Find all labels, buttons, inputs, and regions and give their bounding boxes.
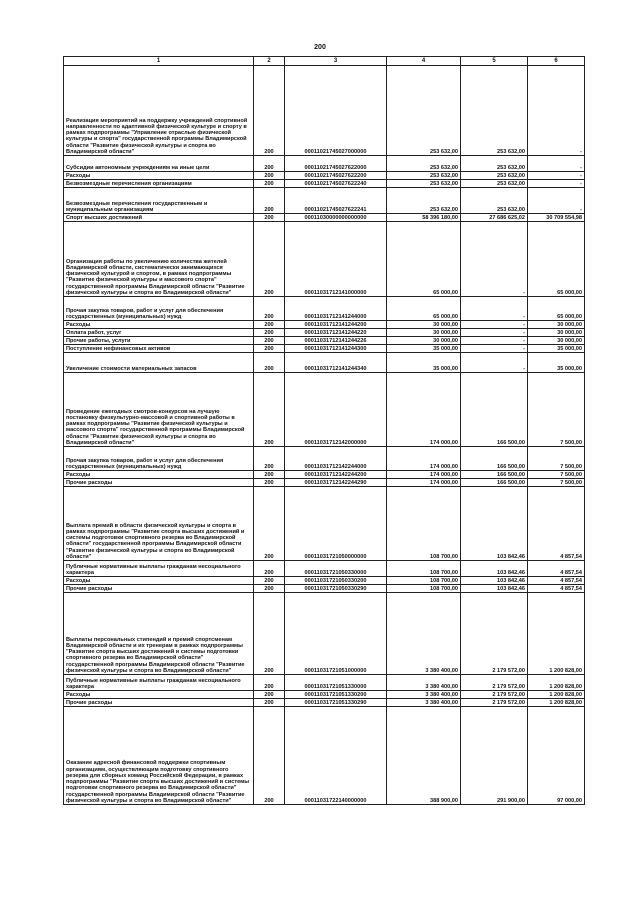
table-row [64,373,585,447]
budget-code-cell: 00011031722140000000 [285,707,387,805]
table-row [64,561,585,577]
row-name-cell: Проведение ежегодных смотров-конкурсов на лучшую постановку физкультурно-массовой и спортивной работы в рамках подпрограммы "Развитие физической культуры и массового спорта" государственной программы Владимирской области "Развитие физической культуры и спорта во Владимирской области" [64,373,254,447]
row-name-cell: Спорт высших достижений [64,214,254,222]
approved-amount-cell: 108 700,00 [387,585,461,593]
table-row [64,691,585,699]
row-name-cell: Выплаты персональных стипендий и премий спортсменам Владимирской области и их тренерам в рамках подпрограммы "Развитие спорта высших достижений и системы подготовки спортивного резерва во Владимирской области" государственной программы Владимирской области "Развитие физической культуры и спорта во Владимирской области" [64,593,254,675]
executed-amount-cell: 103 842,46 [461,487,528,561]
table-row [64,353,585,373]
unexecuted-amount-cell: 30 000,00 [528,329,585,337]
unexecuted-amount-cell: 4 857,54 [528,487,585,561]
table-row [64,345,585,353]
table-row [64,479,585,487]
row-name-cell: Публичные нормативные выплаты гражданам несоциального характера [64,561,254,577]
column-number: 3 [285,57,387,66]
executed-amount-cell: - [461,353,528,373]
executed-amount-cell: - [461,337,528,345]
executed-amount-cell: 166 500,00 [461,373,528,447]
unexecuted-amount-cell: 1 200 828,00 [528,691,585,699]
column-number: 6 [528,57,585,66]
budget-code-cell: 00011021745027000000 [285,66,387,156]
table-row [64,172,585,180]
table-row [64,66,585,156]
table-row [64,707,585,805]
row-name-cell: Прочая закупка товаров, работ и услуг для обеспечения государственных (муниципальных) нужд [64,297,254,321]
approved-amount-cell: 174 000,00 [387,447,461,471]
unexecuted-amount-cell: 35 000,00 [528,353,585,373]
approved-amount-cell: 108 700,00 [387,487,461,561]
budget-code-cell: 00011031712141244340 [285,353,387,373]
budget-code-cell: 00011031712141244226 [285,337,387,345]
table-row [64,593,585,675]
line-code-cell: 200 [254,691,285,699]
unexecuted-amount-cell: 35 000,00 [528,345,585,353]
row-name-cell: Субсидии автономным учреждениям на иные цели [64,156,254,172]
row-name-cell: Безвозмездные перечисления государственным и муниципальным организациям [64,188,254,214]
executed-amount-cell: 253 632,00 [461,180,528,188]
approved-amount-cell: 253 632,00 [387,180,461,188]
approved-amount-cell: 108 700,00 [387,561,461,577]
column-number: 4 [387,57,461,66]
line-code-cell: 200 [254,447,285,471]
executed-amount-cell: 2 179 572,00 [461,675,528,691]
budget-code-cell: 00011031712141244300 [285,345,387,353]
unexecuted-amount-cell: 65 000,00 [528,297,585,321]
executed-amount-cell: 166 500,00 [461,471,528,479]
executed-amount-cell: 253 632,00 [461,172,528,180]
budget-code-cell: 00011031712141244000 [285,297,387,321]
unexecuted-amount-cell: 7 500,00 [528,447,585,471]
approved-amount-cell: 65 000,00 [387,297,461,321]
executed-amount-cell: 103 842,46 [461,585,528,593]
row-name-cell: Прочие расходы [64,699,254,707]
unexecuted-amount-cell: 65 000,00 [528,222,585,297]
unexecuted-amount-cell: 7 500,00 [528,373,585,447]
executed-amount-cell: 2 179 572,00 [461,699,528,707]
line-code-cell: 200 [254,156,285,172]
executed-amount-cell: 253 632,00 [461,66,528,156]
executed-amount-cell: 166 500,00 [461,479,528,487]
unexecuted-amount-cell: 30 000,00 [528,321,585,329]
budget-code-cell: 00011021745027622241 [285,188,387,214]
row-name-cell: Безвозмездные перечисления организациям [64,180,254,188]
executed-amount-cell: 166 500,00 [461,447,528,471]
executed-amount-cell: - [461,321,528,329]
row-name-cell: Публичные нормативные выплаты гражданам несоциального характера [64,675,254,691]
approved-amount-cell: 108 700,00 [387,577,461,585]
budget-code-cell: 00011031721050000000 [285,487,387,561]
unexecuted-amount-cell: - [528,188,585,214]
row-name-cell: Выплата премий в области физической культуры и спорта в рамках подпрограммы "Развитие спорта высших достижений и системы подготовки спортивного резерва во Владимирской области" государственной программы Владимирской области "Развитие физической культуры и спорта во Владимирской области" [64,487,254,561]
approved-amount-cell: 3 380 400,00 [387,675,461,691]
row-name-cell: Расходы [64,172,254,180]
page-number: 200 [314,44,326,51]
line-code-cell: 200 [254,180,285,188]
table-row [64,675,585,691]
table-row [64,156,585,172]
executed-amount-cell: - [461,345,528,353]
table-row [64,585,585,593]
unexecuted-amount-cell: - [528,156,585,172]
budget-code-cell: 00011031712142000000 [285,373,387,447]
executed-amount-cell: 103 842,46 [461,577,528,585]
table-body [64,66,585,805]
line-code-cell: 200 [254,345,285,353]
row-name-cell: Прочая закупка товаров, работ и услуг для обеспечения государственных (муниципальных) нужд [64,447,254,471]
budget-code-cell: 00011031721051330200 [285,691,387,699]
approved-amount-cell: 58 396 180,00 [387,214,461,222]
line-code-cell: 200 [254,479,285,487]
unexecuted-amount-cell: 97 000,00 [528,707,585,805]
budget-code-cell: 00011021745027622240 [285,180,387,188]
row-name-cell: Оплата работ, услуг [64,329,254,337]
table-row [64,487,585,561]
table-row [64,214,585,222]
unexecuted-amount-cell: 30 000,00 [528,337,585,345]
table-row [64,329,585,337]
approved-amount-cell: 253 632,00 [387,188,461,214]
executed-amount-cell: 27 686 625,02 [461,214,528,222]
row-name-cell: Поступление нефинансовых активов [64,345,254,353]
approved-amount-cell: 3 380 400,00 [387,593,461,675]
table-row [64,180,585,188]
budget-code-cell: 00011031721051000000 [285,593,387,675]
line-code-cell: 200 [254,471,285,479]
line-code-cell: 200 [254,675,285,691]
row-name-cell: Организация работы по увеличению количества жителей Владимирской области, систематически занимающихся физической культурой и спортом, в рамках подпрограммы "Развитие физической культуры и массового спорта" государственной программы Владимирской области "Развитие физической культуры и спорта во Владимирской области" [64,222,254,297]
budget-code-cell: 00011031721050330290 [285,585,387,593]
column-number: 1 [64,57,254,66]
row-name-cell: Прочие расходы [64,585,254,593]
line-code-cell: 200 [254,487,285,561]
row-name-cell: Оказание адресной финансовой поддержки спортивным организациям, осуществляющим подготовку спортивного резерва для сборных команд Российской Федерации, в рамках подпрограммы "Развитие спорта высших достижений и системы подготовки спортивного резерва во Владимирской области" государственной программы Владимирской области "Развитие физической культуры и спорта во Владимирской области" [64,707,254,805]
budget-code-cell: 00011021745027622000 [285,156,387,172]
unexecuted-amount-cell: 4 857,54 [528,577,585,585]
line-code-cell: 200 [254,222,285,297]
approved-amount-cell: 174 000,00 [387,471,461,479]
row-name-cell: Прочие работы, услуги [64,337,254,345]
budget-execution-table [63,56,585,805]
row-name-cell: Расходы [64,577,254,585]
executed-amount-cell: 253 632,00 [461,188,528,214]
line-code-cell: 200 [254,353,285,373]
row-name-cell: Расходы [64,691,254,699]
unexecuted-amount-cell: 7 500,00 [528,479,585,487]
row-name-cell: Расходы [64,321,254,329]
table-row [64,577,585,585]
executed-amount-cell: 103 842,46 [461,561,528,577]
approved-amount-cell: 30 000,00 [387,329,461,337]
line-code-cell: 200 [254,297,285,321]
column-number-row [64,57,585,66]
unexecuted-amount-cell: 1 200 828,00 [528,675,585,691]
line-code-cell: 200 [254,577,285,585]
line-code-cell: 200 [254,66,285,156]
line-code-cell: 200 [254,585,285,593]
unexecuted-amount-cell: 7 500,00 [528,471,585,479]
approved-amount-cell: 3 380 400,00 [387,691,461,699]
approved-amount-cell: 388 900,00 [387,707,461,805]
approved-amount-cell: 174 000,00 [387,479,461,487]
budget-code-cell: 00011030000000000000 [285,214,387,222]
table-row [64,447,585,471]
line-code-cell: 200 [254,321,285,329]
executed-amount-cell: - [461,222,528,297]
executed-amount-cell: - [461,329,528,337]
line-code-cell: 200 [254,593,285,675]
executed-amount-cell: 2 179 572,00 [461,691,528,699]
line-code-cell: 200 [254,699,285,707]
executed-amount-cell: 2 179 572,00 [461,593,528,675]
unexecuted-amount-cell: - [528,172,585,180]
budget-code-cell: 00011031712142244200 [285,471,387,479]
approved-amount-cell: 253 632,00 [387,156,461,172]
table-row [64,699,585,707]
budget-code-cell: 00011031721051330290 [285,699,387,707]
row-name-cell: Прочие расходы [64,479,254,487]
approved-amount-cell: 174 000,00 [387,373,461,447]
table-row [64,297,585,321]
line-code-cell: 200 [254,373,285,447]
budget-code-cell: 00011031721050330000 [285,561,387,577]
budget-code-cell: 00011031721050330200 [285,577,387,585]
unexecuted-amount-cell: 30 709 554,98 [528,214,585,222]
line-code-cell: 200 [254,214,285,222]
table-row [64,188,585,214]
column-number: 2 [254,57,285,66]
line-code-cell: 200 [254,707,285,805]
line-code-cell: 200 [254,337,285,345]
approved-amount-cell: 35 000,00 [387,345,461,353]
approved-amount-cell: 30 000,00 [387,337,461,345]
line-code-cell: 200 [254,172,285,180]
line-code-cell: 200 [254,188,285,214]
unexecuted-amount-cell: 1 200 828,00 [528,593,585,675]
table-row [64,337,585,345]
budget-code-cell: 00011031712141000000 [285,222,387,297]
budget-code-cell: 00011031712141244200 [285,321,387,329]
row-name-cell: Увеличение стоимости материальных запасов [64,353,254,373]
budget-code-cell: 00011031721051330000 [285,675,387,691]
unexecuted-amount-cell: 4 857,54 [528,561,585,577]
approved-amount-cell: 253 632,00 [387,172,461,180]
table-row [64,321,585,329]
unexecuted-amount-cell: - [528,66,585,156]
table-row [64,222,585,297]
row-name-cell: Реализация мероприятий на поддержку учреждений спортивной направленности по адаптивной физической культуре и спорту в рамках подпрограммы "Управление отраслью физической культуры и спорта" государственной программы Владимирской области "Развитие физической культуры и спорта во Владимирской области" [64,66,254,156]
column-number: 5 [461,57,528,66]
approved-amount-cell: 253 632,00 [387,66,461,156]
approved-amount-cell: 35 000,00 [387,353,461,373]
unexecuted-amount-cell: 1 200 828,00 [528,699,585,707]
unexecuted-amount-cell: - [528,180,585,188]
approved-amount-cell: 3 380 400,00 [387,699,461,707]
row-name-cell: Расходы [64,471,254,479]
budget-code-cell: 00011021745027622200 [285,172,387,180]
executed-amount-cell: - [461,297,528,321]
executed-amount-cell: 291 900,00 [461,707,528,805]
unexecuted-amount-cell: 4 857,54 [528,585,585,593]
budget-code-cell: 00011031712141244220 [285,329,387,337]
budget-code-cell: 00011031712142244000 [285,447,387,471]
approved-amount-cell: 30 000,00 [387,321,461,329]
approved-amount-cell: 65 000,00 [387,222,461,297]
budget-code-cell: 00011031712142244290 [285,479,387,487]
line-code-cell: 200 [254,329,285,337]
line-code-cell: 200 [254,561,285,577]
executed-amount-cell: 253 632,00 [461,156,528,172]
table-row [64,471,585,479]
